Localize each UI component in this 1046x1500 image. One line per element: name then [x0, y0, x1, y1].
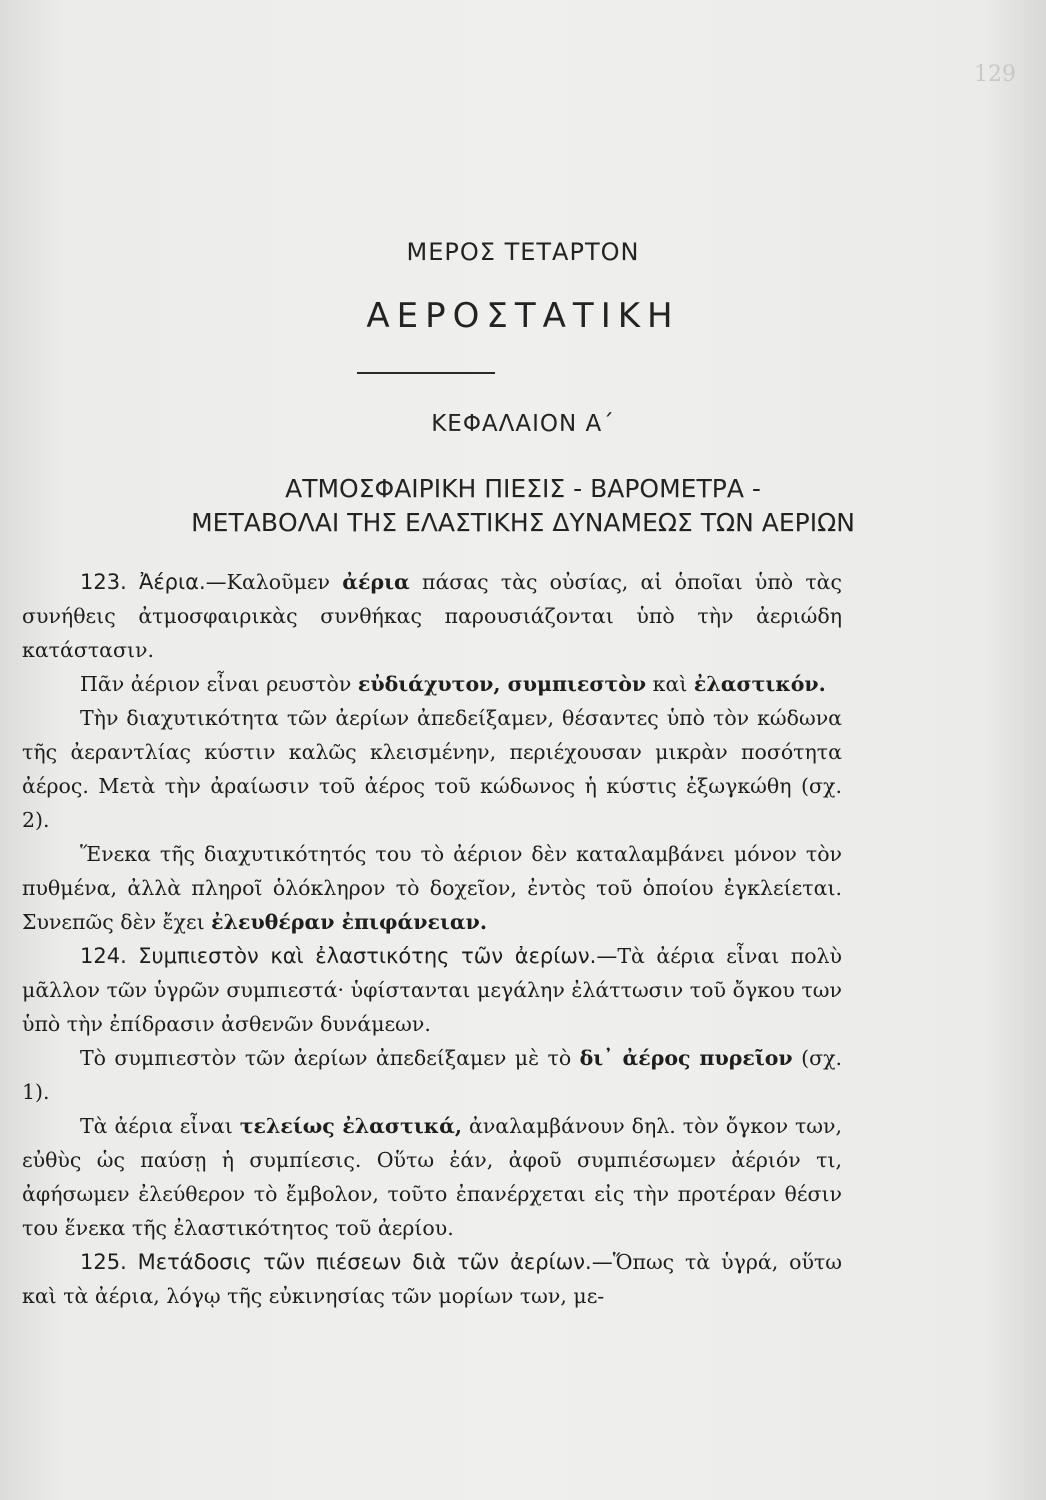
title-divider — [357, 372, 495, 374]
text-run: (σχ. 1). — [22, 1046, 843, 1104]
paragraph — [22, 1041, 842, 1109]
section-heading: Ἀέρια.— — [138, 570, 227, 594]
bold-term: ἐλευθέραν ἐπιφάνειαν. — [211, 910, 488, 934]
text-run: Τὰ ἀέρια εἶναι — [80, 1114, 240, 1138]
text-run: Ἕνεκα τῆς διαχυτικότητός του τὸ ἀέριον δὲν καταλαμβάνει μόνον τὸν πυθμένα, ἀλλὰ πληροῖ ὁλόκληρον τὸ δοχεῖον, ἐντὸς τοῦ ὁποίου ἐγκλείεται. Συνεπῶς δὲν ἔχει — [22, 842, 842, 934]
page-number: 129 — [974, 62, 1016, 87]
text-run: πάσας τὰς οὐσίας, αἱ ὁποῖαι ὑπὸ τὰς συνήθεις ἀτμοσφαιρικὰς συνθήκας παρουσιάζονται ὑπὸ τὴν ἀεριώδη κατάστασιν. — [22, 570, 842, 662]
paragraph-125 — [22, 1245, 842, 1313]
chapter-title-line-2: ΜΕΤΑΒΟΛΑΙ ΤΗΣ ΕΛΑΣΤΙΚΗΣ ΔΥΝΑΜΕΩΣ ΤΩΝ ΑΕΡΙΩΝ — [191, 508, 855, 537]
paragraph-123 — [22, 565, 842, 667]
text-run: Πᾶν ἀέριον εἶναι ρευστὸν — [80, 672, 358, 696]
bold-term: ἐλαστικόν. — [693, 672, 826, 696]
chapter-title-line-1: ΑΤΜΟΣΦΑΙΡΙΚΗ ΠΙΕΣΙΣ - ΒΑΡΟΜΕΤΡΑ - — [285, 474, 761, 503]
main-title: ΑΕΡΟΣΤΑΤΙΚΗ — [366, 296, 680, 336]
bold-term: ἀέρια — [342, 570, 410, 594]
paragraph-124 — [22, 939, 842, 1041]
section-number: 124. — [80, 944, 127, 968]
section-number: 123. — [80, 570, 127, 594]
bold-term: εὐδιάχυτον, συμπιεστὸν — [357, 672, 647, 696]
section-heading: Συμπιεστὸν καὶ ἐλαστικότης τῶν ἀερίων.— — [138, 944, 618, 968]
paragraph — [22, 837, 842, 939]
paragraph — [22, 667, 842, 701]
paragraph: Τὴν διαχυτικότητα τῶν ἀερίων ἀπεδείξαμεν, θέσαντες ὑπὸ τὸν κώδωνα τῆς ἀεραντλίας κύστιν καλῶς κλεισμένην, περιέχουσαν μικρὰν ποσότητα ἀέρος. Μετὰ τὴν ἀραίωσιν τοῦ ἀέρος τοῦ κώδωνος ἡ κύστις ἐξωγκώθη (σχ. 2). — [22, 706, 842, 832]
text-run: Ὅπως τὰ ὑγρά, οὕτω καὶ τὰ ἀέρια, λόγῳ τῆς εὐκινησίας τῶν μορίων των, με- — [22, 1250, 842, 1308]
text-run: Τὰ ἀέρια εἶναι πολὺ μᾶλλον τῶν ὑγρῶν συμπιεστά· ὑφίστανται μεγάλην ἐλάττωσιν τοῦ ὄγκου των ὑπὸ τὴν ἐπίδρασιν ἀσθενῶν δυνάμεων. — [22, 944, 842, 1036]
section-number: 125. — [80, 1250, 127, 1274]
part-heading: ΜΕΡΟΣ ΤΕΤΑΡΤΟΝ — [406, 238, 640, 266]
paragraph — [22, 1109, 842, 1245]
body-text — [22, 565, 842, 1313]
bold-term: τελείως ἐλαστικά, — [239, 1114, 463, 1138]
text-run: Καλοῦμεν — [226, 570, 343, 594]
chapter-heading: ΚΕΦΑΛΑΙΟΝ Α΄ — [431, 411, 615, 437]
text-run: καὶ — [646, 672, 694, 696]
text-run: Τὸ συμπιεστὸν τῶν ἀερίων ἀπεδείξαμεν μὲ τὸ — [80, 1046, 580, 1070]
section-heading: Μετάδοσις τῶν πιέσεων διὰ τῶν ἀερίων.— — [137, 1250, 613, 1274]
text-run: ἀναλαμβάνουν δηλ. τὸν ὄγκον των, εὐθὺς ὡς παύσῃ ἡ συμπίεσις. Οὕτω ἐάν, ἀφοῦ συμπιέσωμεν ἀέριόν τι, ἀφήσωμεν ἐλεύθερον τὸ ἔμβολον, τοῦτο ἐπανέρχεται εἰς τὴν προτέραν θέσιν του ἕνεκα τῆς ἐλαστικότητος τοῦ ἀερίου. — [22, 1114, 843, 1240]
bold-term: δι᾿ ἀέρος πυρεῖον — [579, 1046, 793, 1070]
